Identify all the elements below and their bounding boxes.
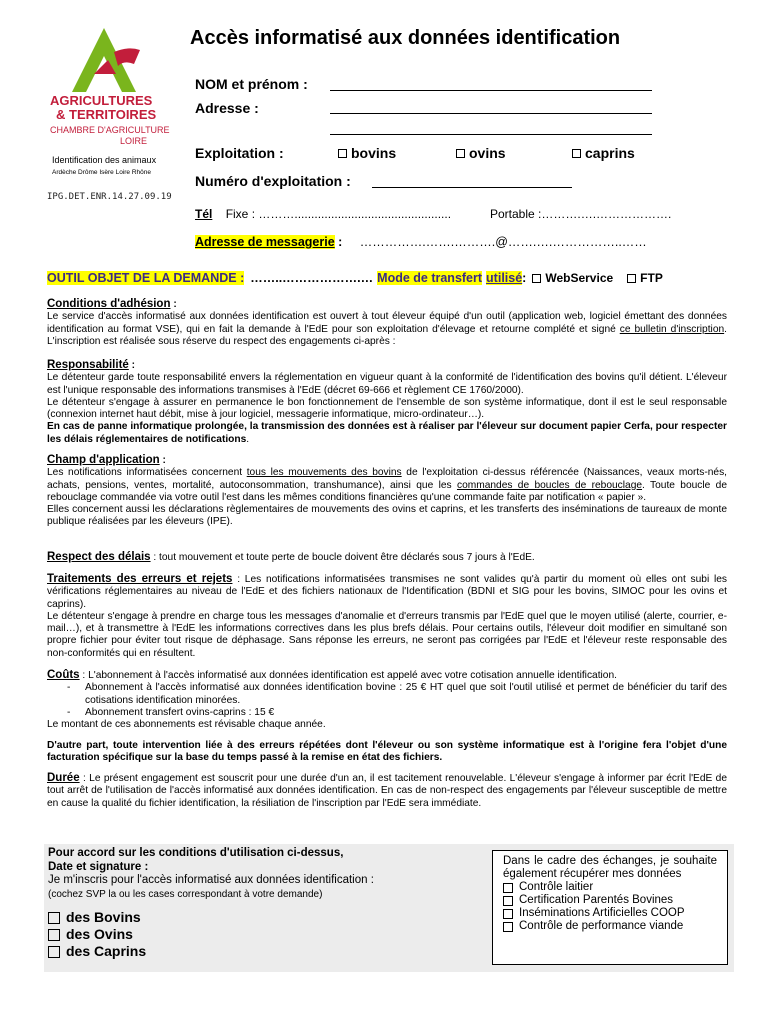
inscris-text: Je m'inscris pour l'accès informatisé aux données identification : [48,874,374,886]
traitements-section [47,573,727,660]
webservice-label: WebService [545,271,614,285]
conditions-colon: : [170,299,177,310]
checkbox-performance[interactable] [503,920,717,933]
logo-id-title: Identification des animaux [52,155,157,165]
checkbox-icon [48,929,60,941]
opt-caprins-label: des Caprins [66,943,147,959]
ovins-label: ovins [469,145,506,161]
responsabilite-p2: Le détenteur s'engage à assurer en permanence le bon fonctionnement de l'ensemble de son système informatique, dont il est le seul responsable (connexion internet haut débit, mise à jour logiciel, messagerie informatique, micro-ordinateur…). [47,396,727,421]
bovins-label: bovins [351,145,397,161]
outil-field[interactable]: ……..……………….… [250,271,374,285]
checkbox-icon [48,912,60,924]
adresse-field-1[interactable] [330,113,652,114]
couts-item-2 [47,707,727,719]
checkbox-opt-caprins[interactable] [48,943,488,960]
box2-label: Certification Parentés Bovines [519,894,674,906]
logo-line3: CHAMBRE D'AGRICULTURE [50,125,170,135]
tel-label: Tél [195,207,213,221]
data-options-box [492,850,728,965]
responsabilite-p3-end: . [246,433,250,445]
responsabilite-p3: En cas de panne informatique prolongée, la transmission des données est à réaliser par l'éleveur sur document papier Cerfa, pour respecter les délais réglementaires de notifications [47,421,727,445]
signature-block [48,847,488,960]
champ-section [47,454,727,529]
champ-p1c: . Toute boucle de rebouclage commandée via votre outil l'est dans les mêmes conditions financières qu'une commande faite par notification « papier ». [47,479,727,503]
conditions-section [47,298,727,348]
box-intro: Dans le cadre des échanges, je souhaite également récupérer mes données [503,855,717,880]
checkbox-icon [503,909,513,919]
checkbox-opt-ovins[interactable] [48,926,488,943]
responsabilite-section [47,359,727,446]
logo-line1: AGRICULTURES [50,93,153,108]
adresse-field-2[interactable] [330,134,652,135]
checkbox-icon [338,149,347,158]
messagerie-field[interactable]: …………….…….……….@…….….……………..…… [359,235,647,249]
page-title: Accès informatisé aux données identification [190,27,621,49]
checkbox-icon [503,922,513,932]
checkbox-controle-laitier[interactable] [503,881,717,894]
ftp-label: FTP [640,271,663,285]
tel-fixe[interactable]: Fixe : ………............................................... [225,207,452,221]
traitements-p1: : Les notifications informatisées transmises ne sont valides qu'à partir du moment où elles ont subi les vérifications réglementaires au niveau de l'EdE et des fichiers nationaux de l'Identification (BDNI et SIG pour les bovins, SIMOC pour les ovins et caprins). [47,574,728,610]
dash: - [67,706,71,718]
checkbox-inseminations[interactable] [503,907,717,920]
champ-p2: Elles concernent aussi les déclarations règlementaires de mouvements des ovins et caprins, et les transferts des inséminations de taureaux de monte publique réalisées par les éleveurs (IPE). [47,504,727,528]
checkbox-bovins[interactable] [338,145,396,161]
conditions-text-a: Le service d'accès informatisé aux données identification est ouvert à tout éleveur équipé d'un outil (application web, logiciel émettant des données identification au format VSE), qui en fait la demande à l'EdE pour son exploitation d'élevage et retourne complété et signé [47,311,727,335]
caprins-label: caprins [585,145,635,161]
numero-label: Numéro d'exploitation : [195,173,351,189]
champ-p1a: Les notifications informatisées concernent [47,467,247,479]
checkbox-certification[interactable] [503,894,717,907]
dash: - [67,682,71,694]
duree-section [47,772,727,810]
couts-item-1 [47,682,727,707]
checkbox-icon [503,896,513,906]
checkbox-icon [456,149,465,158]
checkbox-opt-bovins[interactable] [48,909,488,926]
chamber-logo-icon [64,22,144,94]
traitements-p2: Le détenteur s'engage à prendre en charge tous les messages d'anomalie et d'erreurs transmis par l'EdE quel que le moyen utilisé (alerte, courrier, e-mail…), et à transmettre à l'EdE les informations correctives dans les plus brefs délais. Pour certains outils, l'éleveur doit modifier en simultané son propre fichier pour éviter tout risque de déphasage. Sans réponse les erreurs, ne seront pas corrigées par l'EdE et l'éleveur reste responsable des non-conformités qui en résultent. [47,610,727,659]
logo-line4: LOIRE [120,136,148,146]
checkbox-ovins[interactable] [456,145,506,161]
traitements-title: Traitements des erreurs et rejets [47,573,233,585]
reference-code: IPG.DET.ENR.14.27.09.19 [47,192,172,202]
duree-text: : Le présent engagement est souscrit pour une durée d'un an, il est tacitement renouvelable. L'éleveur s'engage à informer par écrit l'EdE de tout arrêt de l'utilisation de l'accès informatisé aux données identification. En cas de non-respect des engagements par l'éleveur susceptible de mettre en cause la qualité du fichier identification, la résiliation de l'inscription par l'EdE sera immédiate. [47,773,727,809]
checkbox-icon [48,946,60,958]
mode-label: Mode de transfert [377,271,483,285]
logo [46,22,181,182]
couts-item1-text: Abonnement à l'accès informatisé aux données identification bovine : 25 € HT quel que soit l'outil utilisé et permet de bénéficier du tarif des cotisations identification minorées. [85,682,727,706]
checkbox-icon [532,274,541,283]
opt-ovins-label: des Ovins [66,926,133,942]
exploitation-label: Exploitation : [195,145,284,161]
box1-label: Contrôle laitier [519,881,594,893]
checkbox-caprins[interactable] [572,145,635,161]
nom-label: NOM et prénom : [195,76,308,92]
champ-colon: : [159,455,166,466]
checkbox-ftp[interactable] [627,271,663,285]
checkbox-icon [503,883,513,893]
conditions-title: Conditions d'adhésion [47,298,171,310]
adresse-label: Adresse : [195,100,259,116]
box3-label: Inséminations Artificielles COOP [519,907,685,919]
outil-label: OUTIL OBJET DE LA DEMANDE : [47,271,245,285]
tel-row [195,207,451,221]
responsabilite-p1: Le détenteur garde toute responsabilité envers la réglementation en vigueur quant à la conformité de l'identification des bovins qu'il détient. L'éleveur est l'unique responsable des informations transmises à l'EdE (décret 69-666 et règlement CE 1760/2000). [47,372,727,396]
couts-item2-text: Abonnement transfert ovins-caprins : 15 € [85,706,275,718]
messagerie-colon: : [334,235,343,249]
tel-portable[interactable]: Portable :……….….………………. [490,207,672,221]
delais-text: : tout mouvement et toute perte de boucle doivent être déclarés sous 7 jours à l'EdE. [150,552,535,563]
checkbox-webservice[interactable] [532,271,613,285]
mode-colon: : [522,271,527,285]
mode-word: utilisé [486,271,523,285]
couts-title: Coûts [47,669,80,681]
date-signature-label[interactable]: Date et signature : [48,860,149,873]
couts-section [47,669,727,731]
numero-field[interactable] [372,187,572,188]
logo-id-sub: Ardèche Drôme Isère Loire Rhône [52,169,151,176]
nom-field[interactable] [330,90,652,91]
champ-link-mouvements: tous les mouvements des bovins [246,467,402,479]
duree-title: Durée [47,772,80,784]
couts-intro: : L'abonnement à l'accès informatisé aux données identification est appelé avec votre cotisation annuelle identification. [79,670,617,681]
checkbox-icon [627,274,636,283]
responsabilite-title: Responsabilité [47,359,129,371]
champ-link-boucles: commandes de boucles de rebouclage [456,479,643,491]
box4-label: Contrôle de performance viande [519,920,684,932]
couts-outro: Le montant de ces abonnements est révisable chaque année. [47,719,326,731]
champ-p1b: de l'exploitation ci-dessus référencée (Naissances, veaux morts-nés, achats, pensions, ventes, mortalité, autoconsommation, transhumance), ainsi que les [47,467,727,491]
warning-text: D'autre part, toute intervention liée à des erreurs répétées dont l'éleveur ou son système informatique est à l'origine fera l'objet d'une facturation spécifique sur la base du temps passé à la remise en état des fichiers. [47,740,727,764]
checkbox-icon [572,149,581,158]
responsabilite-colon: : [128,360,136,371]
messagerie-label: Adresse de messagerie [195,235,335,249]
champ-title: Champ d'application [47,454,160,466]
outil-row [47,271,663,285]
messagerie-row [195,235,647,249]
conditions-text-b: . L'inscription est réalisée sous réserve du respect des engagements ci-après : [47,323,727,347]
logo-line2: & TERRITOIRES [56,107,157,122]
accord-text: Pour accord sur les conditions d'utilisation ci-dessus, [48,847,344,859]
delais-title: Respect des délais [47,551,151,563]
opt-bovins-label: des Bovins [66,909,141,925]
cochez-text: (cochez SVP la ou les cases correspondant à votre demande) [48,888,323,900]
delais-section [47,551,727,564]
bulletin-link[interactable]: ce bulletin d'inscription [619,323,725,335]
